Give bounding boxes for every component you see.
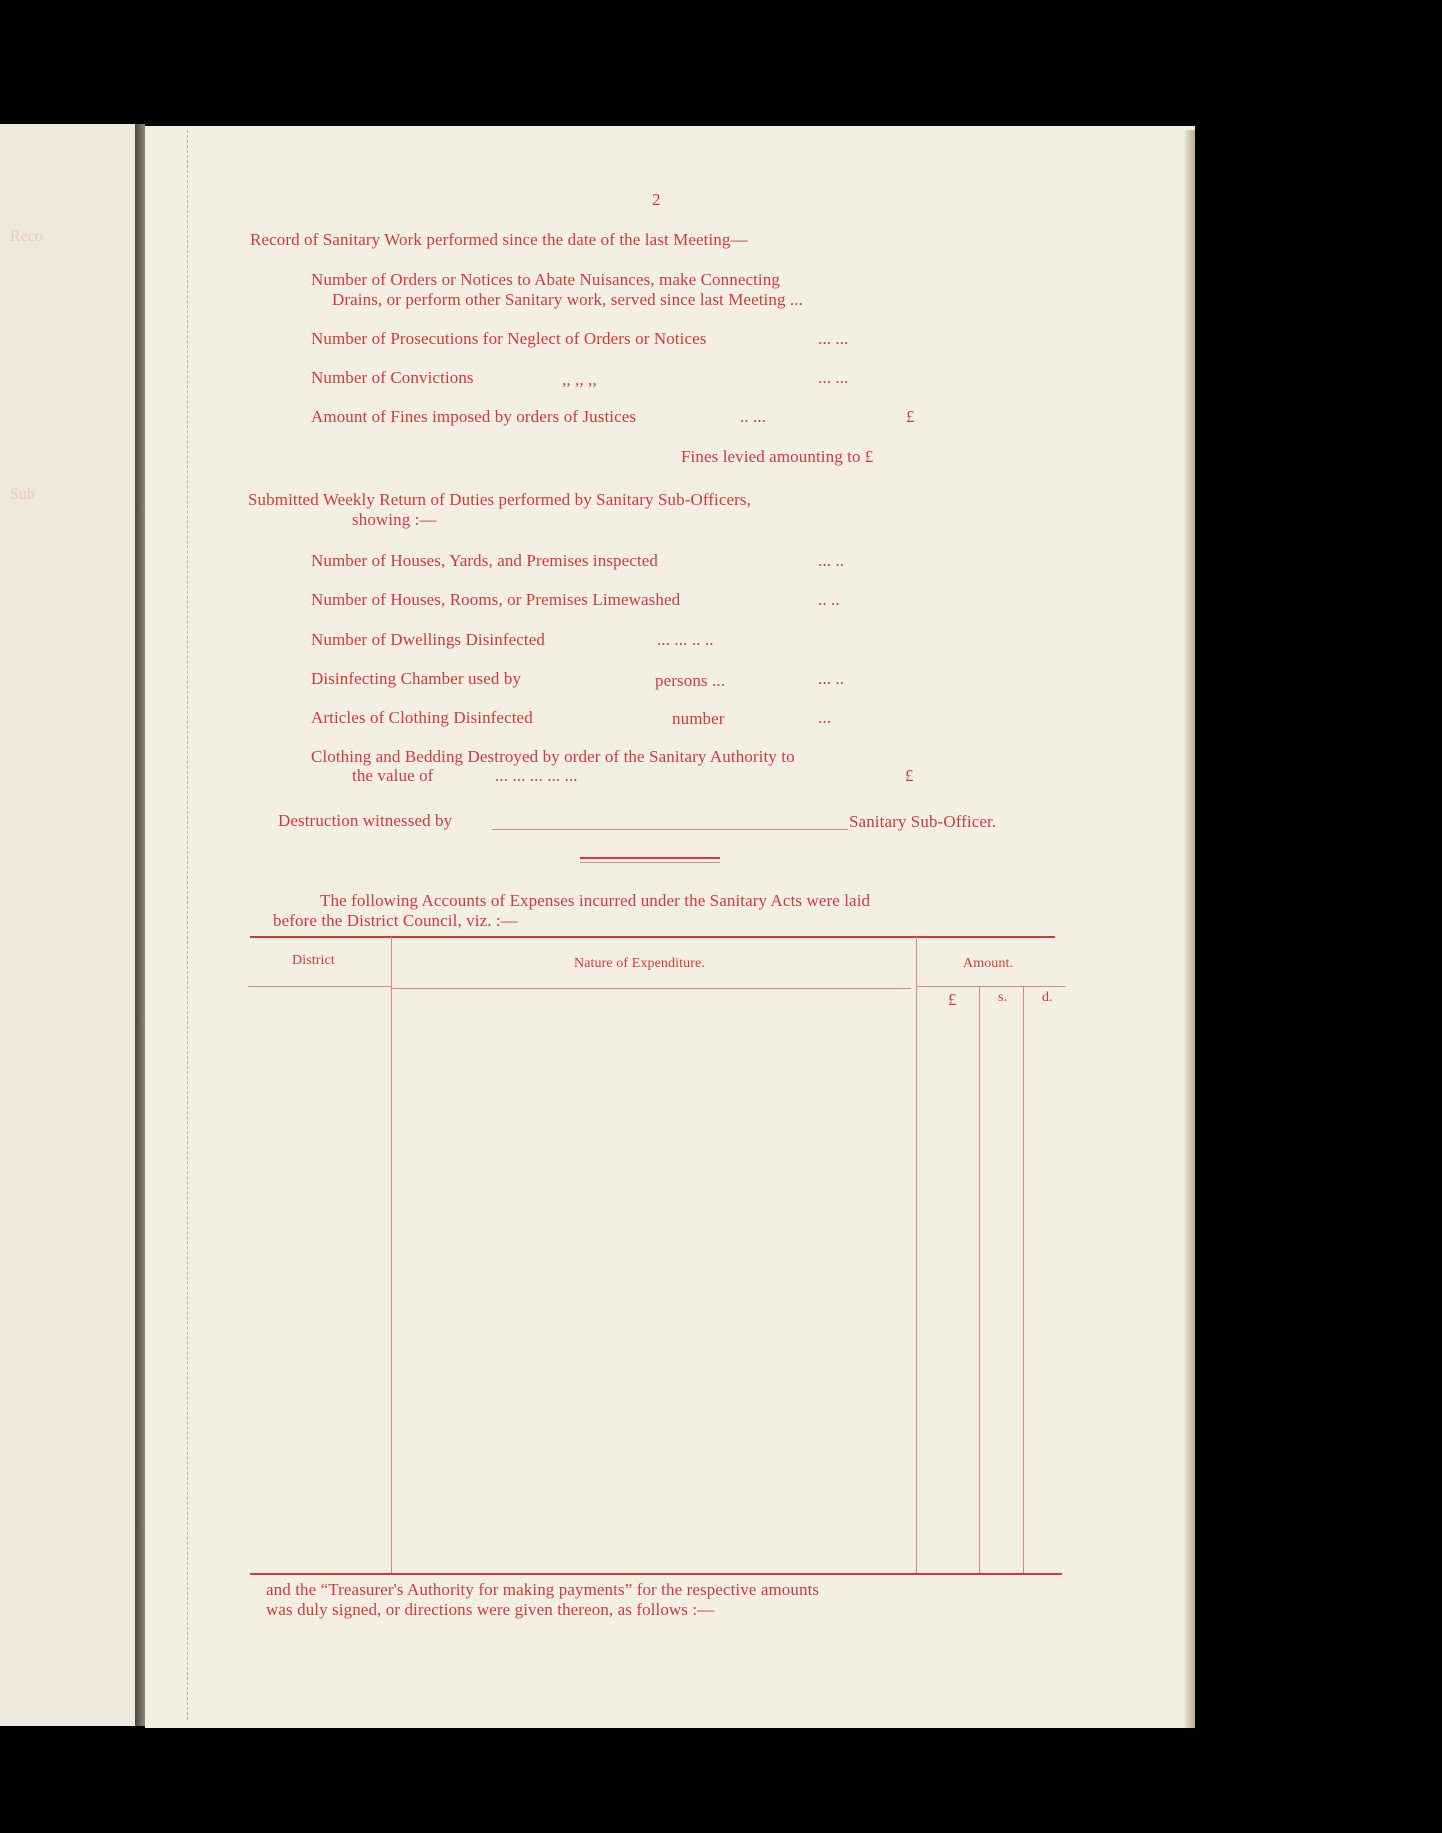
convictions-label: Number of Convictions [311, 368, 474, 387]
column-rule [1023, 987, 1024, 1573]
perforation-line [187, 130, 188, 1720]
bedding-dots: ... ... ... ... ... [495, 766, 578, 785]
bedding-line-1: Clothing and Bedding Destroyed by order of the Sanitary Authority to [311, 747, 795, 766]
witnessed-role: Sanitary Sub-Officer. [849, 812, 997, 831]
treasurer-line-1: and the “Treasurer's Authority for making payments” for the respective amounts [266, 1580, 820, 1599]
weekly-return-line-1: Submitted Weekly Return of Duties performed by Sanitary Sub-Officers, [248, 490, 751, 509]
convictions-dots: ... ... [818, 368, 849, 387]
page-edge [1185, 130, 1195, 1728]
clothing-number: number [672, 709, 725, 728]
convictions-ditto: ,, ,, ,, [562, 370, 597, 389]
column-header-district: District [292, 953, 335, 968]
limewashed-label: Number of Houses, Rooms, or Premises Limewashed [311, 590, 681, 609]
record-heading: Record of Sanitary Work performed since the date of the last Meeting— [250, 230, 748, 249]
header-rule [248, 986, 391, 987]
accounts-line-1: The following Accounts of Expenses incurred under the Sanitary Acts were laid [320, 891, 871, 910]
column-header-amount: Amount. [963, 956, 1014, 971]
bedding-line-2: the value of [352, 766, 434, 785]
chamber-persons: persons ... [655, 671, 726, 690]
witnessed-label: Destruction witnessed by [278, 811, 453, 830]
column-rule [979, 987, 980, 1573]
witness-signature-line [492, 829, 848, 830]
chamber-dots: ... .. [818, 669, 845, 688]
fines-imposed-dots: .. ... [740, 407, 767, 426]
table-top-rule [250, 936, 1055, 938]
column-header-nature: Nature of Expenditure. [574, 956, 705, 971]
limewashed-dots: .. .. [818, 590, 840, 609]
clothing-disinfected-label: Articles of Clothing Disinfected [311, 708, 533, 727]
orders-line-2: Drains, or perform other Sanitary work, served since last Meeting ... [332, 290, 803, 309]
section-divider [580, 857, 720, 859]
column-header-shillings: s. [998, 990, 1008, 1005]
houses-inspected-dots: ... .. [818, 551, 845, 570]
clothing-dots: ... [818, 708, 832, 727]
houses-inspected-label: Number of Houses, Yards, and Premises inspected [311, 551, 659, 570]
fines-pound-sign: £ [906, 407, 915, 426]
prosecutions-label: Number of Prosecutions for Neglect of Orders or Notices [311, 329, 707, 348]
page-number: 2 [652, 190, 661, 209]
header-rule [391, 988, 911, 989]
column-rule [391, 937, 392, 1573]
column-header-pounds: £ [948, 990, 957, 1009]
weekly-return-line-2: showing :— [352, 510, 437, 529]
fines-levied: Fines levied amounting to £ [681, 447, 874, 466]
orders-line-1: Number of Orders or Notices to Abate Nuisances, make Connecting [311, 270, 780, 289]
table-bottom-rule [250, 1573, 1062, 1575]
prosecutions-dots: ... ... [818, 329, 849, 348]
dwellings-disinfected-label: Number of Dwellings Disinfected [311, 630, 545, 649]
treasurer-line-2: was duly signed, or directions were given thereon, as follows :— [266, 1600, 715, 1619]
section-divider [580, 862, 720, 863]
bedding-pound-sign: £ [905, 766, 914, 785]
fines-imposed-label: Amount of Fines imposed by orders of Justices [311, 407, 637, 426]
facing-page [0, 124, 136, 1726]
dwellings-disinfected-dots: ... ... .. .. [657, 630, 714, 649]
column-rule [916, 937, 917, 1573]
show-through-text: Reco [10, 228, 43, 245]
show-through-text: Sub [10, 486, 35, 503]
accounts-line-2: before the District Council, viz. :— [273, 911, 518, 930]
header-rule [916, 986, 1066, 987]
column-header-pence: d. [1042, 990, 1053, 1005]
chamber-label: Disinfecting Chamber used by [311, 669, 522, 688]
book-gutter [135, 124, 145, 1726]
